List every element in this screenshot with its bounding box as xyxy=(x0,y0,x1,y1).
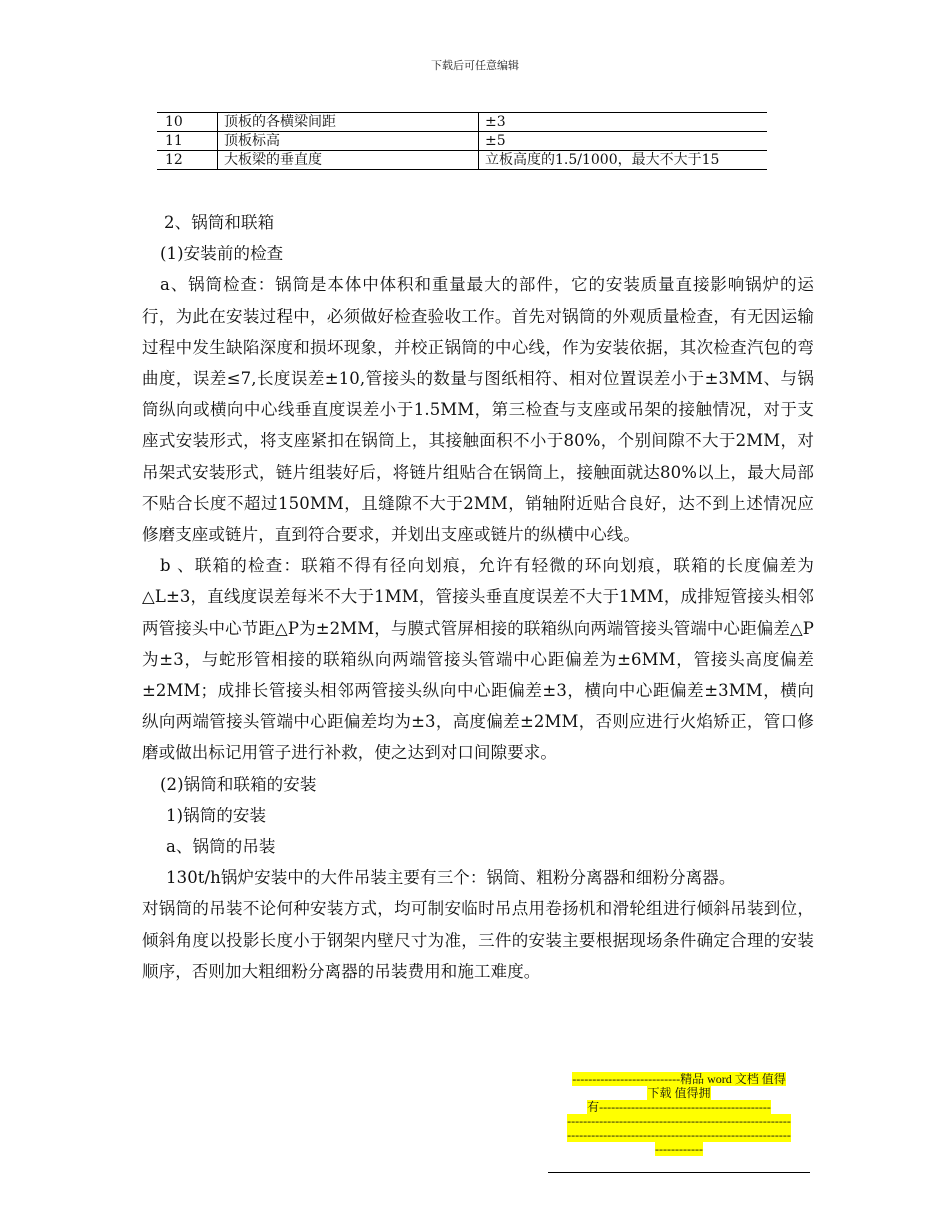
row-tolerance: ±5 xyxy=(479,132,768,151)
item-title: a、锅筒的吊装 xyxy=(166,837,276,857)
row-tolerance: ±3 xyxy=(479,113,768,132)
row-item: 顶板的各横梁间距 xyxy=(218,113,479,132)
paragraph-lifting-body: 对锅筒的吊装不论何种安装方式，均可制安临时吊点用卷扬机和滑轮组进行倾斜吊装到位，倾斜角度以投影长度小于钢架内壁尺寸为准，三件的安装主要根据现场条件确定合理的安装顺序，否则加大粗细粉分离器的吊装费用和施工难度。 xyxy=(142,899,814,981)
paragraph-lifting-first-line: 130t/h锅炉安装中的大件吊装主要有三个：锅筒、粗粉分离器和细粉分离器。 xyxy=(166,868,736,888)
section-title: 2、锅筒和联箱 xyxy=(164,213,275,232)
row-tolerance: 立板高度的1.5/1000，最大不大于15 xyxy=(479,151,768,170)
tolerance-table xyxy=(157,112,767,170)
row-number: 12 xyxy=(157,151,218,170)
footer-line: 下载 值得拥 xyxy=(647,1086,711,1100)
table-row xyxy=(157,151,767,170)
item-title: 1)锅筒的安装 xyxy=(166,805,267,825)
footer-line: ------------ xyxy=(655,1142,703,1156)
footer-line: -------------------------------------------------------- xyxy=(567,1114,791,1128)
footer-line: ---------------------------精品 word 文档 值得 xyxy=(572,1072,786,1086)
row-number: 10 xyxy=(157,113,218,132)
page-header: 下载后可任意编辑 xyxy=(431,59,519,72)
row-item: 顶板标高 xyxy=(218,132,479,151)
footer-note xyxy=(548,1072,810,1156)
footer-divider xyxy=(548,1172,810,1173)
paragraph-drum-inspection: a、锅筒检查：锅筒是本体中体积和重量最大的部件，它的安装质量直接影响锅炉的运行，为此在安装过程中，必须做好检查验收工作。首先对锅筒的外观质量检查，有无因运输过程中发生缺陷深度和损坏现象，并校正锅筒的中心线，作为安装依据，其次检查汽包的弯曲度，误差≤7,长度误差±10,管接头的数量与图纸相符、相对位置误差小于±3MM、与锅筒纵向或横向中心线垂直度误差小于1.5MM，第三检查与支座或吊架的接触情况，对于支座式安装形式，将支座紧扣在锅筒上，其接触面积不小于80%，个别间隙不大于2MM，对吊架式安装形式，链片组装好后，将链片组贴合在锅筒上，接触面就达80%以上，最大局部不贴合长度不超过150MM，且缝隙不大于2MM，销轴附近贴合良好，达不到上述情况应修磨支座或链片，直到符合要求，并划出支座或链片的纵横中心线。 xyxy=(142,275,814,545)
document-body xyxy=(142,207,814,987)
subsection-title: (1)安装前的检查 xyxy=(160,244,284,264)
table-row xyxy=(157,113,767,132)
row-number: 11 xyxy=(157,132,218,151)
subsection-title: (2)锅筒和联箱的安装 xyxy=(160,774,317,794)
footer-line: 有------------------------------------------- xyxy=(587,1100,771,1114)
table-row xyxy=(157,132,767,151)
row-item: 大板梁的垂直度 xyxy=(218,151,479,170)
paragraph-header-inspection: b 、联箱的检查：联箱不得有径向划痕，允许有轻微的环向划痕，联箱的长度偏差为△L±3，直线度误差每米不大于1MM，管接头垂直度误差不大于1MM，成排短管接头相邻两管接头中心节距△P为±2MM，与膜式管屏相接的联箱纵向两端管接头管端中心距偏差△P为±3，与蛇形管相接的联箱纵向两端管接头管端中心距偏差为±6MM，管接头高度偏差±2MM；成排长管接头相邻两管接头纵向中心距偏差±3，横向中心距偏差±3MM，横向纵向两端管接头管端中心距偏差均为±3，高度偏差±2MM，否则应进行火焰矫正，管口修磨或做出标记用管子进行补救，使之达到对口间隙要求。 xyxy=(142,556,814,763)
footer-line: -------------------------------------------------------- xyxy=(567,1128,791,1142)
